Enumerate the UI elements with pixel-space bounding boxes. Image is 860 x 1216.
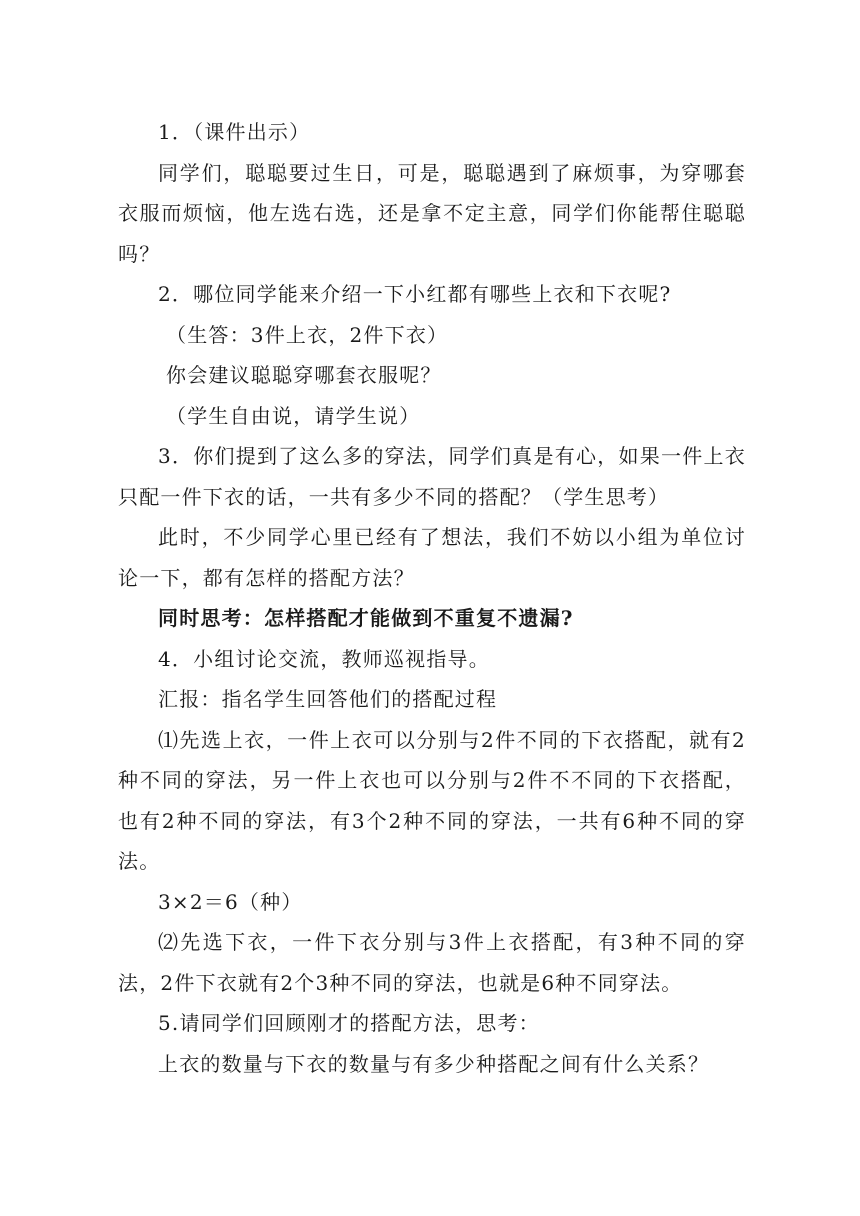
paragraph-relation-question: 上衣的数量与下衣的数量与有多少种搭配之间有什么关系？ [158, 1051, 710, 1076]
paragraph-group-discussion: 此时，不少同学心里已经有了想法，我们不妨以小组为单位讨论一下，都有怎样的搭配方法？ [118, 525, 746, 590]
paragraph-story-intro: 同学们，聪聪要过生日，可是，聪聪遇到了麻烦事，为穿哪套衣服而烦恼，他左选右选，还是拿不定主意，同学们你能帮住聪聪吗？ [118, 160, 746, 266]
paragraph-free-talk: （学生自由说，请学生说） [166, 403, 421, 428]
document-body [118, 112, 746, 1084]
paragraph-report: 汇报：指名学生回答他们的搭配过程 [158, 687, 498, 711]
paragraph-think-question: 同时思考：怎样搭配才能做到不重复不遗漏? [158, 606, 574, 630]
paragraph-student-answer: （生答：3件上衣，2件下衣） [166, 322, 449, 347]
paragraph-method-2: ⑵先选下衣，一件下衣分别与3件上衣搭配，有3种不同的穿法，2件下衣就有2个3种不同的穿法，也就是6种不同穿法。 [118, 930, 746, 995]
paragraph-method-1: ⑴先选上衣，一件上衣可以分别与2件不同的下衣搭配，就有2种不同的穿法，另一件上衣也可以分别与2件不不同的下衣搭配，也有2种不同的穿法，有3个2种不同的穿法，一共有6种不同的穿法。 [118, 727, 746, 873]
paragraph-step-3: 3．你们提到了这么多的穿法，同学们真是有心，如果一件上衣只配一件下衣的话，一共有多少不同的搭配？（学生思考） [118, 444, 746, 509]
paragraph-step-4: 4．小组讨论交流，教师巡视指导。 [158, 646, 490, 671]
paragraph-step-1: 1．（课件出示） [158, 120, 311, 144]
paragraph-formula: 3×2＝6（种） [158, 889, 303, 914]
paragraph-suggestion-question: 你会建议聪聪穿哪套衣服呢？ [166, 363, 442, 387]
paragraph-step-2: 2．哪位同学能来介绍一下小红都有哪些上衣和下衣呢? [158, 282, 672, 306]
paragraph-step-5: 5.请同学们回顾刚才的搭配方法，思考： [158, 1011, 540, 1035]
